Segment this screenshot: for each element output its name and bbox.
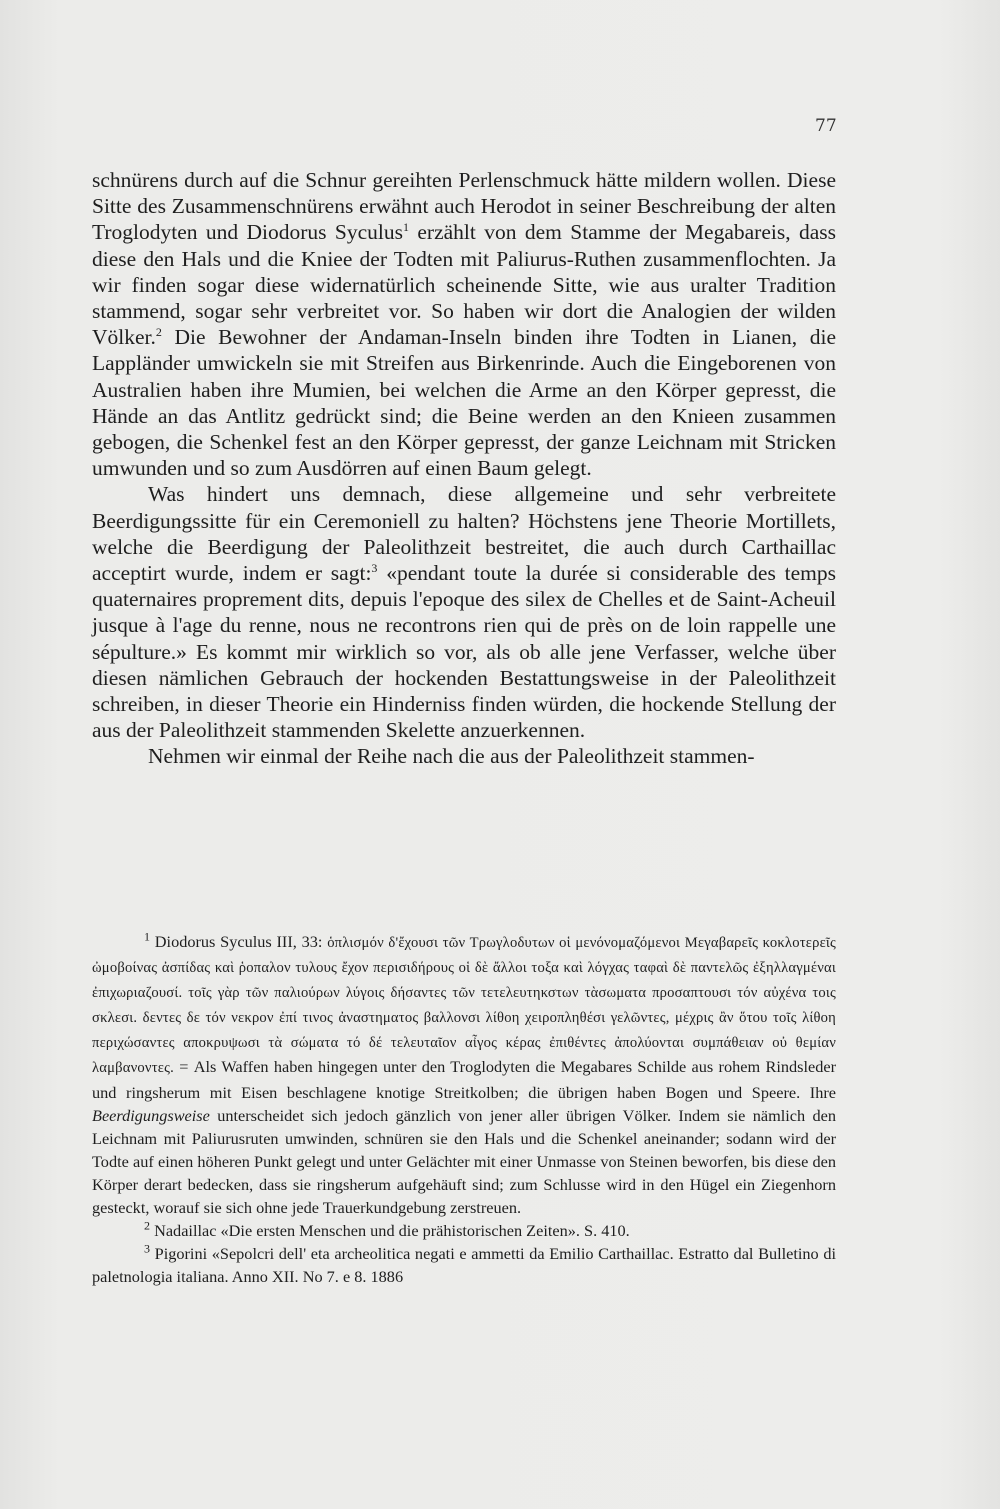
footnote-marker-3: 3	[371, 560, 378, 575]
paragraph-2	[92, 481, 836, 743]
footnote-number-2: 2	[144, 1218, 150, 1233]
footnote-number-1: 1	[144, 929, 150, 944]
text-run: Die Bewohner der Andaman-Inseln binden ihre Todten in Lianen, die Lappländer umwickeln sie mit Streifen aus Birkenrinde. Auch die Eingeborenen von Australien haben ihre Mumien, bei welchen die Arme an den Körper gepresst, die Hände an das Antlitz gedrückt sind; die Beine werden an den Knieen zusammen gebogen, die Schenkel fest an den Körper gepresst, der ganze Leichnam mit Stricken umwunden und so zum Ausdörren auf einen Baum gelegt.	[92, 325, 837, 481]
footnote-1-italic: Beerdigungsweise	[92, 1105, 210, 1125]
text-run: erzählt von dem Stamme der Megabareis, dass diese den Hals und die Kniee der Todten mit Paliurus-Ruthen zusammenflochten. Ja wir finden sogar diese widernatürlich scheinende Sitte, wie aus uralter Tradition stammend, sogar sehr verbreitet vor. So haben wir dort die Analogien der wilden Völker.	[92, 220, 836, 350]
paragraph-3	[92, 743, 836, 769]
footnote-1-translation: = Als Waffen haben hingegen unter den Troglodyten die Megabares Schilde aus rohem Rindsleder und ringsherum mit Eisen beschlagene knotige Streitkolben; die übrigen haben Bogen und Speere. Ihre	[92, 1057, 836, 1102]
footnote-2	[92, 1219, 836, 1242]
paragraph-1	[92, 167, 836, 481]
text-run: Nehmen wir einmal der Reihe nach die aus der Paleolithzeit stammen-	[148, 744, 755, 769]
footnote-1-greek-quote: ὁπλισμόν δ'ἔχουσι τῶν Τρωγλοδυτων οἱ μενόνομαζόμενοι Μεγαβαρεῖς κοκλοτερεῖς ὠμοβοίνας ἀσπίδας καὶ ῥοπαλον τυλους ἔχον περισιδήρους οἱ δὲ ἄλλοι τοξα καὶ λόγχας ταφαὶ δὲ παντελῶς ἐξηλλαγμέναι ἐπιχωριαζουσί. τοῖς γὰρ τῶν παλιούρων λύγοις δήσαντες τῶν τετελευτηκστων τὰσωματα προσαπτουσι τόν αὐχένα τοις σκλεσι. δεντες δε τόν νεκρον ἐπί τινος ἀναστηματος βαλλονσι λίθοη χειροπληθέσι γελῶντες, μέχρις ἂν ὅτου τοῖς λίθοη περιχώσαντες αποκρυψωσι τὰ σώματα τό δέ τελευταῖον αἶγος κέρας ἐπιθέντες ἀπολύονται συμπάθειαν οὐ θεμίαν λαμβανοντες.	[92, 935, 836, 1077]
footnote-1	[92, 930, 836, 1219]
footnote-marker-2: 2	[155, 325, 162, 340]
footnote-1-reference: Diodorus Syculus III, 33:	[154, 932, 323, 951]
footnotes	[92, 930, 836, 1288]
footnote-3	[92, 1242, 836, 1288]
footnote-number-3: 3	[144, 1241, 150, 1256]
page-number: 77	[815, 116, 837, 136]
text-run: Was hindert uns demnach, diese allgemeine und sehr verbreitete Beerdigungssitte für ein Ceremoniell zu halten? Höchstens jene Theorie Mortillets, welche die Beerdigung der Paleolithzeit bestreitet, die auch durch Carthaillac acceptirt wurde, indem er sagt:	[92, 482, 836, 586]
footnote-2-text: Nadaillac «Die ersten Menschen und die prähistorischen Zeiten». S. 410.	[154, 1221, 630, 1241]
text-run: «pendant toute la durée si considerable des temps quaternaires proprement dits, depuis l'epoque des silex de Chelles et de Saint-Acheuil jusque à l'age du renne, nous ne recontrons rien qui de près on de loin rappelle une sépulture.» Es kommt mir wirklich so vor, als ob alle jene Verfasser, welche über diesen nämlichen Gebrauch der hockenden Bestattungsweise in der Paleolithzeit schreiben, in dieser Theorie ein Hinderniss finden würden, die hockende Stellung der aus der Paleolithzeit stammenden Skelette anzuerkennen.	[92, 561, 837, 743]
body-text	[92, 167, 836, 770]
footnote-3-text: Pigorini «Sepolcri dell' eta archeolitica negati e ammetti da Emilio Carthaillac. Estratto dal Bulletino di paletnologia italiana. Anno XII. No 7. e 8. 1886	[92, 1244, 836, 1287]
footnote-1-translation-cont: unterscheidet sich jedoch gänzlich von jener aller übrigen Völker. Indem sie nämlich den Leichnam mit Paliurusruten umwinden, schnüren sie den Hals und die Schenkel aneinander; sodann wird der Todte auf einen höheren Punkt gelegt und unter Gelächter mit einer Unmasse von Steinen beworfen, bis diese den Körper derart bedecken, dass sie ringsherum aufgehäuft sind; zum Schlusse wird in den Hügel ein Ziegenhorn gesteckt, worauf sie sich ohne jede Trauerkundgebung zerstreuen.	[92, 1105, 836, 1218]
text-run: schnürens durch auf die Schnur gereihten Perlenschmuck hätte mildern wollen. Diese Sitte des Zusammenschnürens erwähnt auch Herodot in seiner Beschreibung der alten Troglodyten und Diodorus Syculus	[92, 168, 836, 245]
footnote-marker-1: 1	[403, 220, 410, 235]
